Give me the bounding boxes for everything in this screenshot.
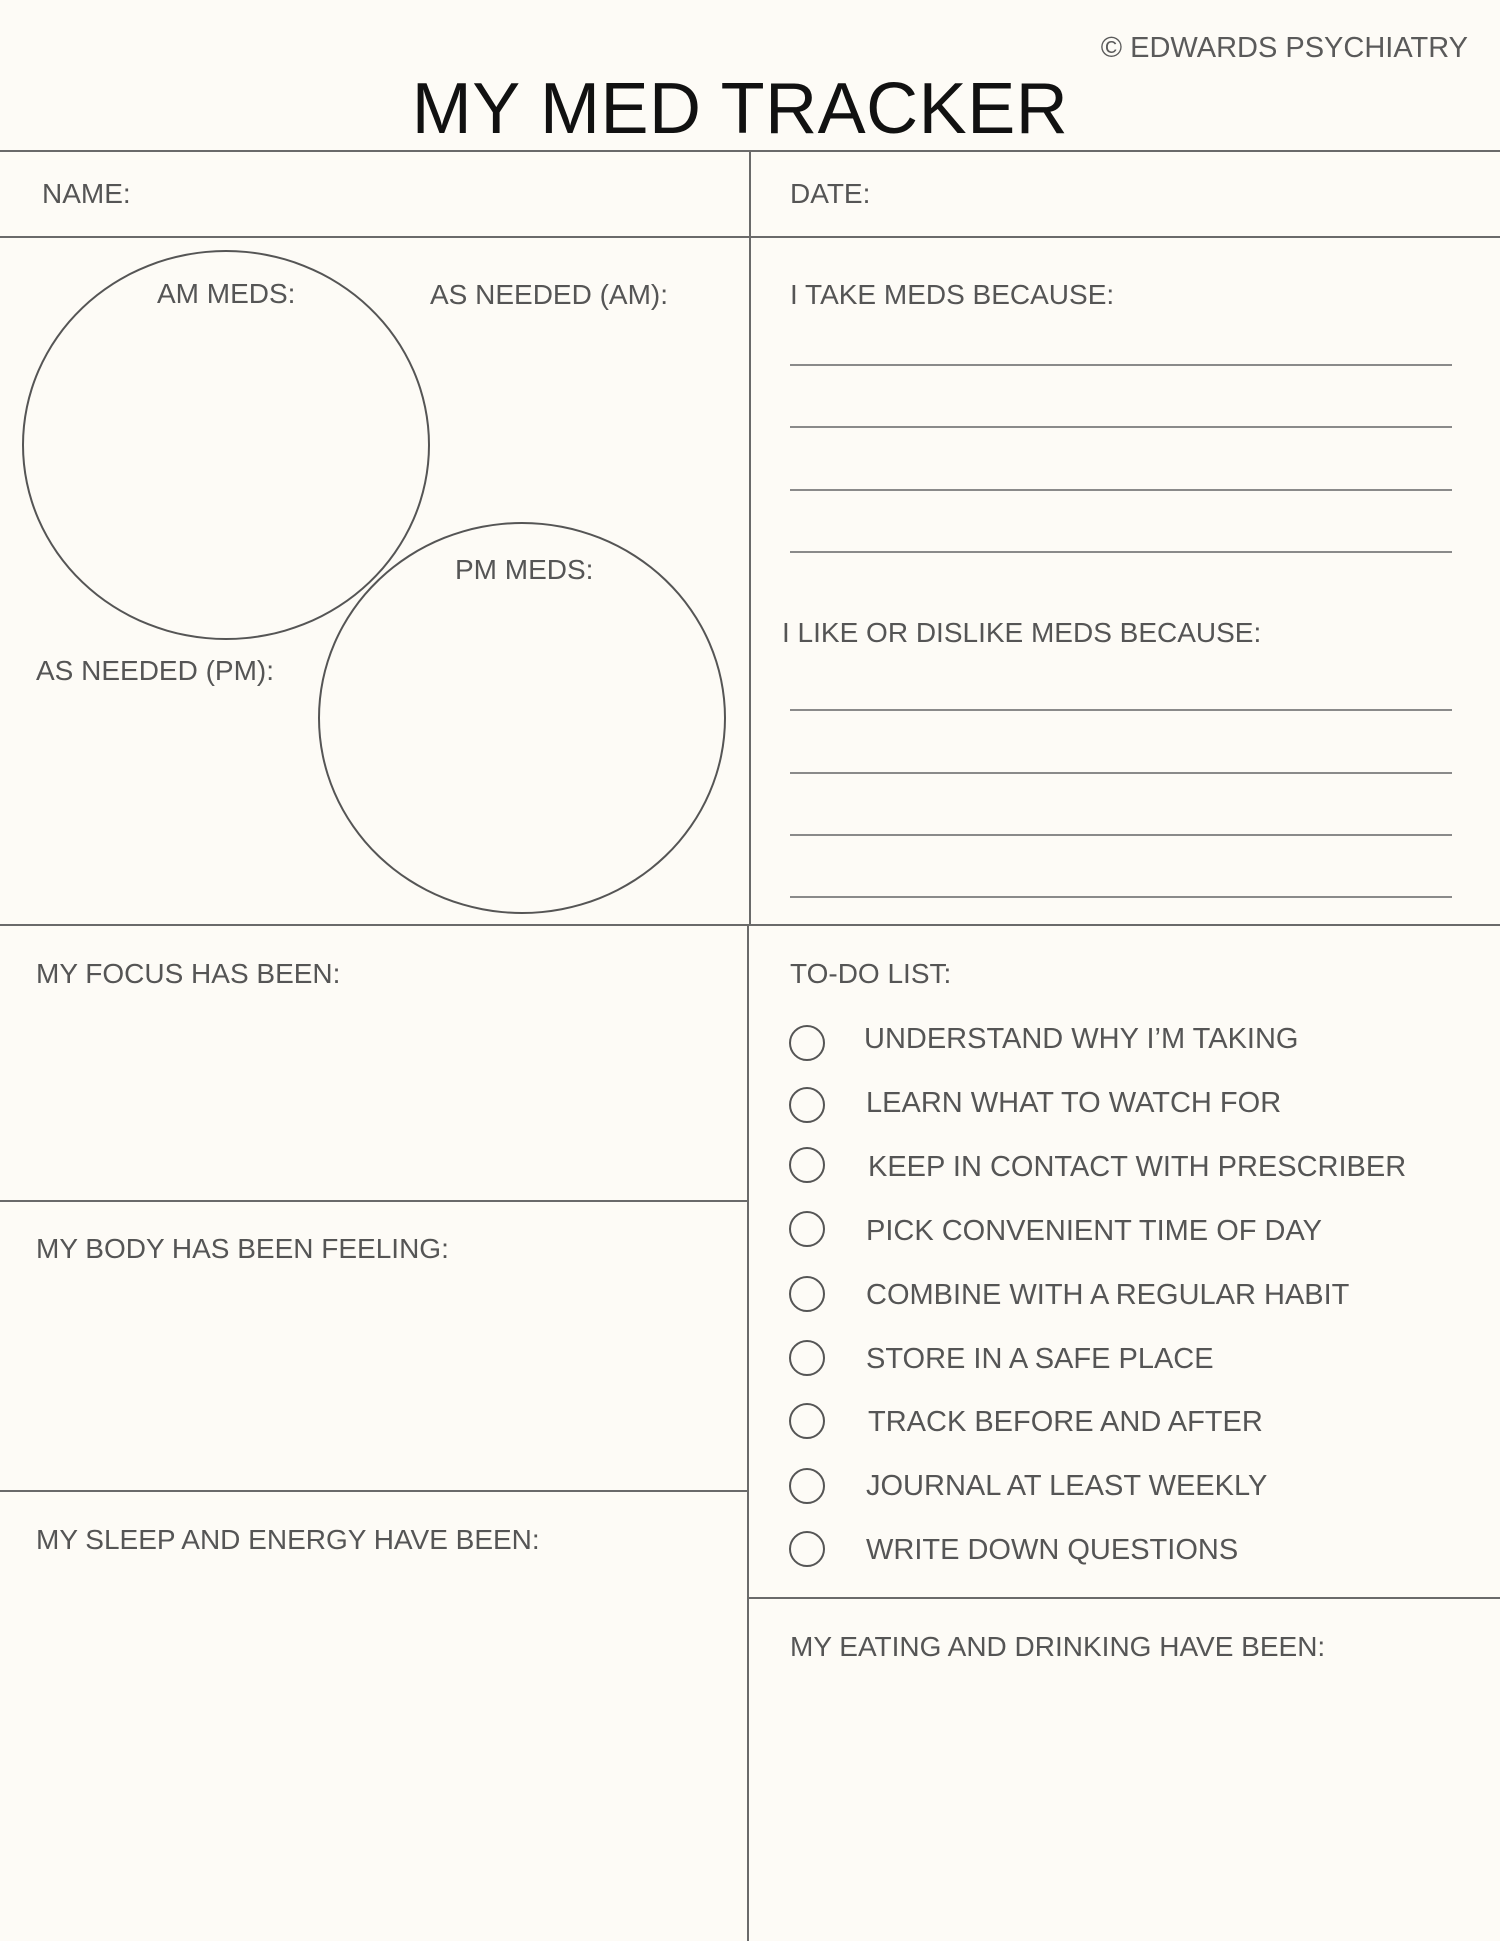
todo-item: TRACK BEFORE AND AFTER [868,1406,1263,1438]
todo-checkbox[interactable] [789,1468,825,1504]
todo-checkbox[interactable] [789,1531,825,1567]
divider-vertical-upper [749,150,751,926]
divider-focus [0,1200,748,1202]
like-dislike-meds-label: I LIKE OR DISLIKE MEDS BECAUSE: [782,617,1262,648]
todo-checkbox[interactable] [789,1087,825,1123]
page-title: MY MED TRACKER [411,69,1069,149]
divider-todo [748,1597,1500,1599]
writing-line[interactable] [790,551,1452,553]
pm-meds-label: PM MEDS: [455,554,594,585]
writing-line[interactable] [790,834,1452,836]
todo-checkbox[interactable] [789,1025,825,1061]
am-meds-label: AM MEDS: [157,278,296,309]
todo-item: WRITE DOWN QUESTIONS [866,1534,1239,1566]
todo-item: STORE IN A SAFE PLACE [866,1343,1214,1375]
todo-item: KEEP IN CONTACT WITH PRESCRIBER [868,1151,1407,1183]
name-field[interactable]: NAME: [42,178,131,209]
copyright-text: © EDWARDS PSYCHIATRY [1100,32,1468,64]
take-meds-because-label: I TAKE MEDS BECAUSE: [790,279,1115,310]
writing-line[interactable] [790,489,1452,491]
eating-section-label: MY EATING AND DRINKING HAVE BEEN: [790,1631,1326,1662]
divider-body [0,1490,748,1492]
todo-item: LEARN WHAT TO WATCH FOR [866,1087,1282,1119]
writing-line[interactable] [790,772,1452,774]
focus-section-label: MY FOCUS HAS BEEN: [36,958,341,989]
todo-item: UNDERSTAND WHY I’M TAKING [864,1023,1299,1055]
body-section-label: MY BODY HAS BEEN FEELING: [36,1233,449,1264]
todo-item: JOURNAL AT LEAST WEEKLY [866,1470,1268,1502]
divider-vertical-lower [747,924,749,1941]
as-needed-pm-label: AS NEEDED (PM): [36,655,275,686]
sleep-section-label: MY SLEEP AND ENERGY HAVE BEEN: [36,1524,540,1555]
todo-checkbox[interactable] [789,1211,825,1247]
todo-checkbox[interactable] [789,1276,825,1312]
writing-line[interactable] [790,426,1452,428]
writing-line[interactable] [790,896,1452,898]
writing-line[interactable] [790,709,1452,711]
todo-item: PICK CONVENIENT TIME OF DAY [866,1215,1323,1247]
todo-checkbox[interactable] [789,1340,825,1376]
todo-item: COMBINE WITH A REGULAR HABIT [866,1279,1350,1311]
todo-checkbox[interactable] [789,1147,825,1183]
as-needed-am-label: AS NEEDED (AM): [430,279,669,310]
date-field[interactable]: DATE: [790,178,871,209]
todo-checkbox[interactable] [789,1403,825,1439]
todo-title: TO-DO LIST: [790,958,952,989]
writing-line[interactable] [790,364,1452,366]
